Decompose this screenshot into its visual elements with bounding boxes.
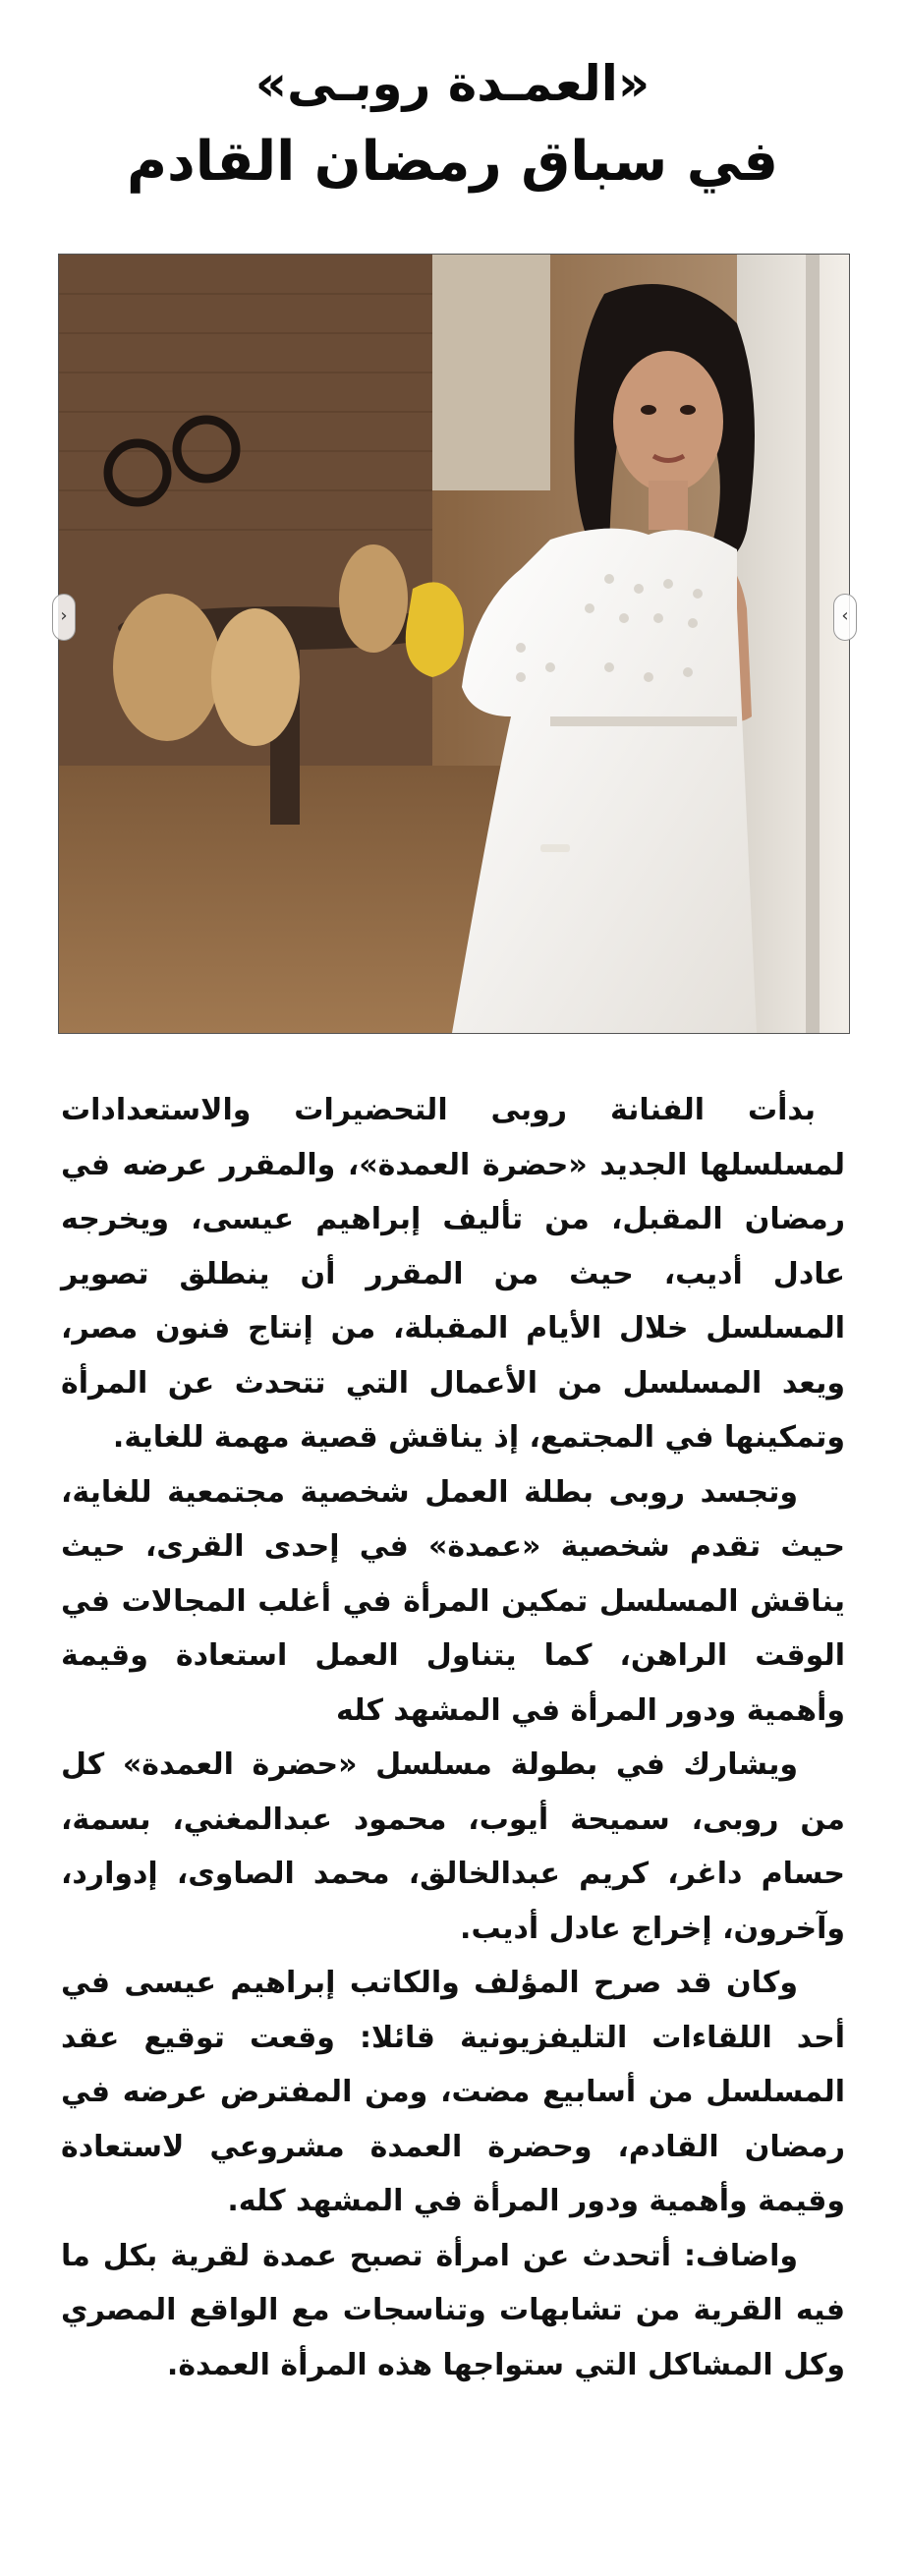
article-paragraph: وتجسد روبى بطلة العمل شخصية مجتمعية للغاية، حيث تقدم شخصية «عمدة» في إحدى القرى، حيث يناقش المسلسل تمكين المرأة في أغلب المجالات في الوقت الراهن، كما يتناول العمل استعادة وقيمة وأهمية ودور المرأة في المشهد كله xyxy=(61,1474,845,1728)
carousel-prev-button[interactable]: ‹ xyxy=(52,594,76,641)
article-headline xyxy=(39,48,866,205)
article-photo xyxy=(58,254,850,1034)
photo-chair xyxy=(113,594,221,741)
article-paragraph: ويشارك في بطولة مسلسل «حضرة العمدة» كل من روبى، سميحة أيوب، محمود عبدالمغني، بسمة، حسام داغر، كريم عبدالخالق، محمد الصاوى، إدوارد، وآخرون، إخراج عادل أديب. xyxy=(61,1747,845,1946)
carousel-next-button[interactable]: › xyxy=(833,594,857,641)
photo-window xyxy=(432,255,550,490)
photo-door xyxy=(737,255,849,1033)
headline-main: في سباق رمضان القادم xyxy=(126,130,779,195)
article-paragraph: بدأت الفنانة روبى التحضيرات والاستعدادات لمسلسلها الجديد «حضرة العمدة»، والمقرر عرضه في رمضان المقبل، من تأليف إبراهيم عيسى، ويخرجه عادل أديب، حيث من المقرر أن ينطلق تصوير المسلسل خلال الأيام المقبلة، من إنتاج فنون مصر، ويعد المسلسل من الأعمال التي تتحدث عن المرأة وتمكينها في المجتمع، إذ يناقش قصية مهمة للغاية. xyxy=(61,1093,845,1455)
article-paragraph: وكان قد صرح المؤلف والكاتب إبراهيم عيسى في أحد اللقاءات التليفزيونية قائلا: وقعت توقيع عقد المسلسل من أسابيع مضت، ومن المفترض عرضه في رمضان القادم، وحضرة العمدة مشروعي لاستعادة وقيمة وأهمية ودور المرأة في المشهد كله. xyxy=(61,1966,845,2218)
photo-dress xyxy=(452,529,757,1033)
headline-kicker: «العمـدة روبـى» xyxy=(255,55,650,113)
photo-face xyxy=(613,351,723,492)
photo-illustration xyxy=(59,255,849,1033)
article-body xyxy=(61,1083,845,2392)
article-paragraph: واضاف: أتحدث عن امرأة تصبح عمدة لقرية بكل ما فيه القرية من تشابهات وتناسجات مع الواقع المصري وكل المشاكل التي ستواجها هذه المرأة العمدة. xyxy=(61,2238,845,2382)
